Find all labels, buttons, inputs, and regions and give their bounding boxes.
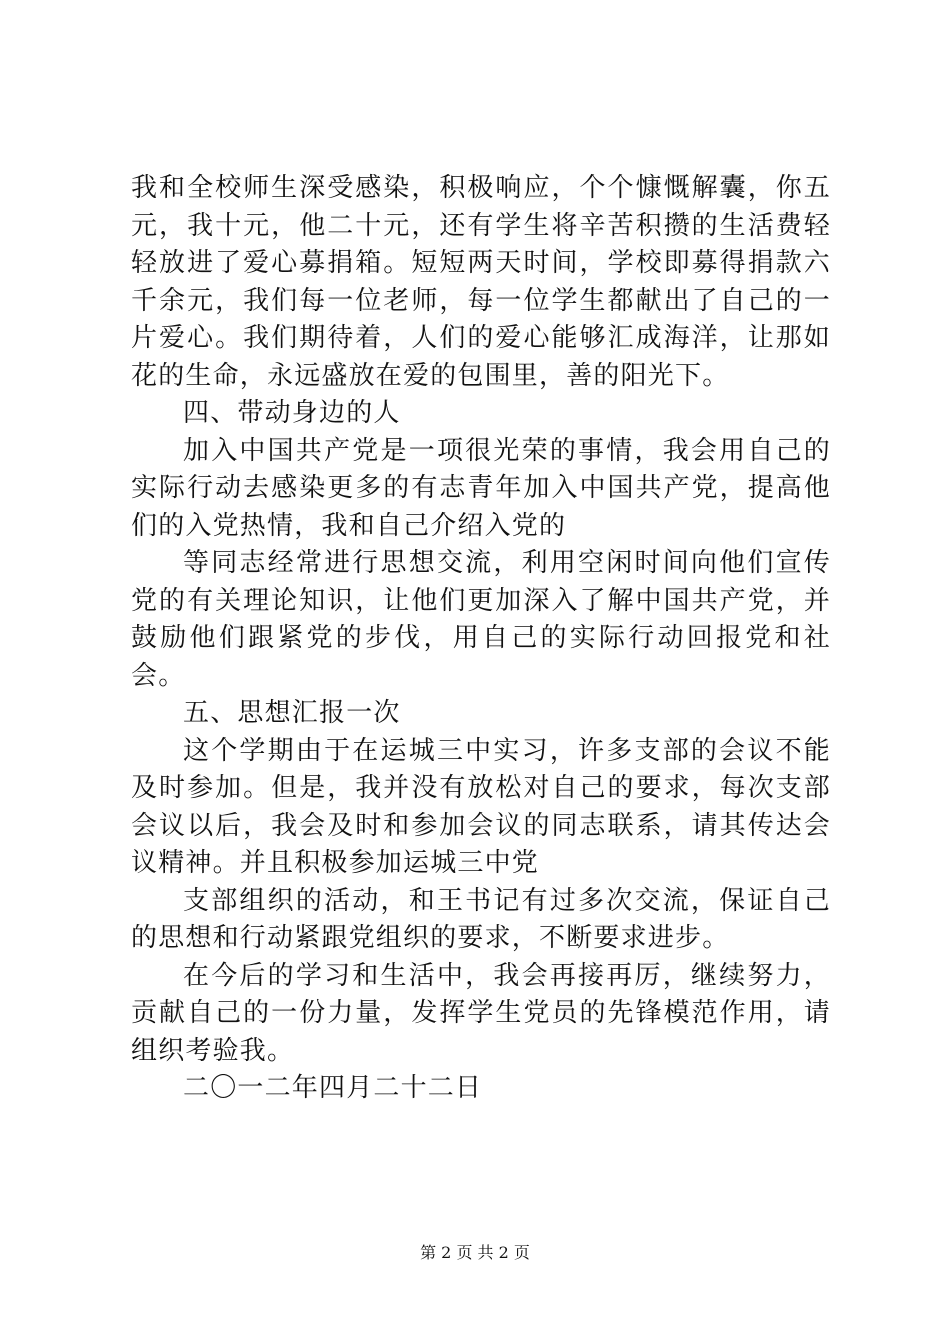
paragraph-exchange-ideas: 等同志经常进行思想交流，利用空闲时间向他们宣传党的有关理论知识，让他们更加深入了解中国共产党，并鼓励他们跟紧党的步伐，用自己的实际行动回报党和社会。: [131, 548, 831, 691]
paragraph-donation: 我和全校师生深受感染，积极响应，个个慷慨解囊，你五元，我十元，他二十元，还有学生将辛苦积攒的生活费轻轻放进了爱心募捐箱。短短两天时间，学校即募得捐款六千余元，我们每一位老师，每一位学生都献出了自己的一片爱心。我们期待着，人们的爱心能够汇成海洋，让那如花的生命，永远盛放在爱的包围里，善的阳光下。: [131, 173, 831, 391]
heading-section-four: 四、带动身边的人: [183, 398, 401, 428]
heading-section-five: 五、思想汇报一次: [183, 698, 401, 728]
paragraph-branch-activities: 支部组织的活动，和王书记有过多次交流，保证自己的思想和行动紧跟党组织的要求，不断要求进步。: [131, 885, 831, 953]
document-date: 二〇一二年四月二十二日: [183, 1073, 483, 1103]
paragraph-internship: 这个学期由于在运城三中实习，许多支部的会议不能及时参加。但是，我并没有放松对自己的要求，每次支部会议以后，我会及时和参加会议的同志联系，请其传达会议精神。并且积极参加运城三中党: [131, 735, 831, 878]
page-number-footer: 第 2 页 共 2 页: [420, 1243, 530, 1262]
paragraph-conclusion: 在今后的学习和生活中，我会再接再厉，继续努力，贡献自己的一份力量，发挥学生党员的先锋模范作用，请组织考验我。: [131, 960, 831, 1066]
document-body: [131, 170, 831, 1108]
paragraph-join-party: 加入中国共产党是一项很光荣的事情，我会用自己的实际行动去感染更多的有志青年加入中国共产党，提高他们的入党热情，我和自己介绍入党的: [131, 435, 831, 541]
